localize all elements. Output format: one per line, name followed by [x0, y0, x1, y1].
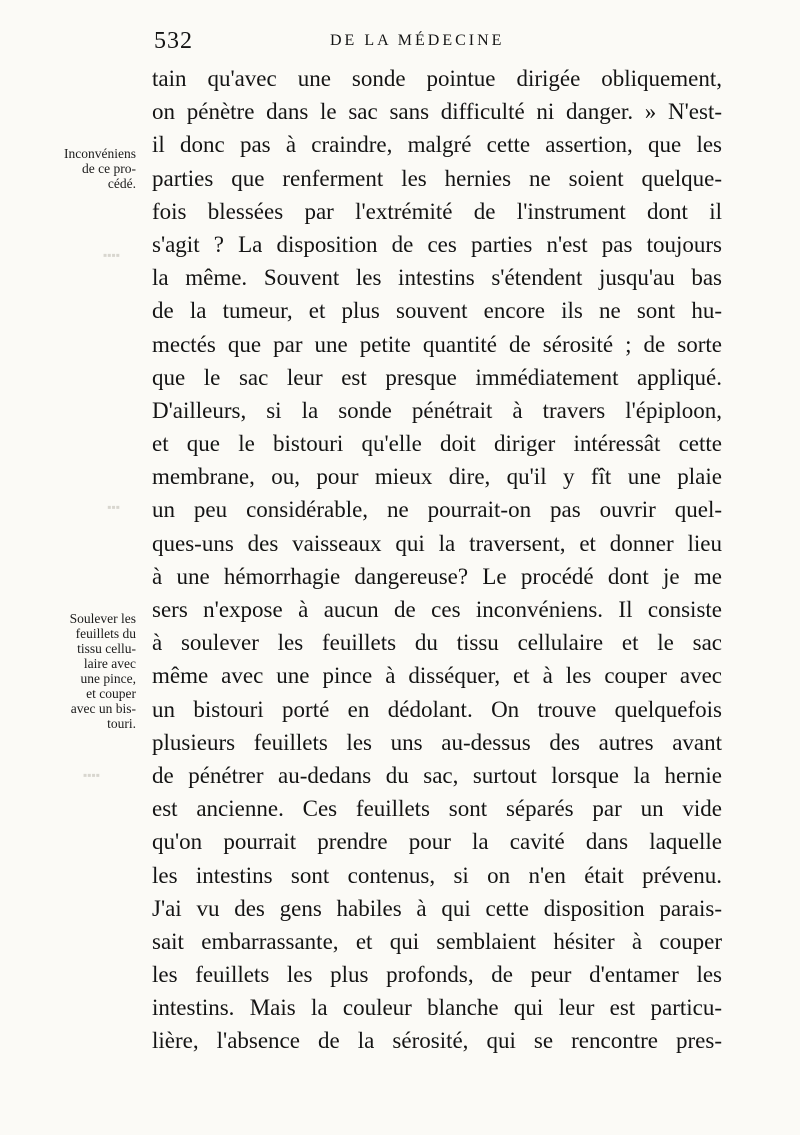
- page-header: [150, 26, 740, 56]
- text-line: même avec une pince à disséquer, et à les couper avec: [152, 663, 722, 689]
- text-line: sers n'expose à aucun de ces inconvéniens. Il consiste: [152, 597, 722, 622]
- text-line: les feuillets les plus profonds, de peur d'entamer les: [152, 962, 722, 988]
- text-line: que le sac leur est presque immédiatement appliqué.: [152, 364, 722, 390]
- margin-note-line: Inconvéniens: [64, 146, 136, 161]
- text-line: D'ailleurs, si la sonde pénétrait à travers l'épiploon,: [152, 397, 722, 423]
- text-line: il donc pas à craindre, malgré cette assertion, que les: [152, 132, 722, 158]
- text-line: un peu considérable, ne pourrait-on pas ouvrir quel-: [152, 497, 722, 523]
- margin-note-line: avec un bis-: [70, 701, 136, 716]
- margin-note-line: tissu cellu-: [77, 641, 136, 656]
- text-line: et que le bistouri qu'elle doit diriger intéressât cette: [152, 431, 722, 457]
- text-line: membrane, ou, pour mieux dire, qu'il y fît une plaie: [152, 464, 722, 490]
- text-line: un bistouri porté en dédolant. On trouve quelquefois: [152, 696, 722, 722]
- text-line: sait embarrassante, et qui semblaient hésiter à couper: [152, 928, 722, 954]
- text-line: ques-uns des vaisseaux qui la traversent, et donner lieu: [152, 530, 722, 556]
- text-line: à une hémorrhagie dangereuse? Le procédé dont je me: [152, 563, 722, 589]
- text-line: J'ai vu des gens habiles à qui cette disposition parais-: [152, 895, 722, 921]
- show-through-mark: ▪▪▪: [107, 500, 120, 514]
- text-line: la même. Souvent les intestins s'étendent jusqu'au bas: [152, 265, 722, 291]
- text-line: qu'on pourrait prendre pour la cavité dans laquelle: [152, 829, 722, 855]
- text-line: fois blessées par l'extrémité de l'instrument dont il: [152, 198, 722, 224]
- margin-note-line: Soulever les: [69, 611, 136, 626]
- body-text: [152, 62, 722, 1058]
- margin-note-inconveniens: [32, 146, 136, 191]
- text-line: de pénétrer au-dedans du sac, surtout lorsque la hernie: [152, 762, 722, 788]
- show-through-mark: ▪▪▪▪: [82, 768, 100, 782]
- text-line: tain qu'avec une sonde pointue dirigée obliquement,: [152, 66, 722, 91]
- text-line: on pénètre dans le sac sans difficulté ni danger. » N'est-: [152, 99, 722, 125]
- margin-note-line: feuillets du: [75, 626, 136, 641]
- text-line: plusieurs feuillets les uns au-dessus des autres avant: [152, 729, 722, 755]
- margin-note-line: une pince,: [80, 671, 136, 686]
- text-line: lière, l'absence de la sérosité, qui se rencontre pres-: [152, 1028, 722, 1054]
- text-line: est ancienne. Ces feuillets sont séparés par un vide: [152, 796, 722, 822]
- running-title: DE LA MÉDECINE: [330, 32, 505, 49]
- text-line: mectés que par une petite quantité de sérosité ; de sorte: [152, 331, 722, 357]
- margin-note-line: cédé.: [107, 176, 136, 191]
- text-line: de la tumeur, et plus souvent encore ils ne sont hu-: [152, 298, 722, 324]
- show-through-mark: ▪▪▪▪: [102, 248, 120, 262]
- margin-note-soulever: [32, 611, 136, 731]
- page-number: 532: [154, 28, 193, 54]
- text-line: parties que renferment les hernies ne soient quelque-: [152, 165, 722, 191]
- text-line: intestins. Mais la couleur blanche qui leur est particu-: [152, 995, 722, 1021]
- margin-note-line: et couper: [86, 686, 136, 701]
- margin-note-line: touri.: [107, 716, 136, 731]
- text-line: à soulever les feuillets du tissu cellulaire et le sac: [152, 630, 722, 656]
- margin-note-line: de ce pro-: [82, 161, 136, 176]
- text-line: s'agit ? La disposition de ces parties n'est pas toujours: [152, 231, 722, 257]
- text-line: les intestins sont contenus, si on n'en était prévenu.: [152, 862, 722, 888]
- margin-note-line: laire avec: [83, 656, 136, 671]
